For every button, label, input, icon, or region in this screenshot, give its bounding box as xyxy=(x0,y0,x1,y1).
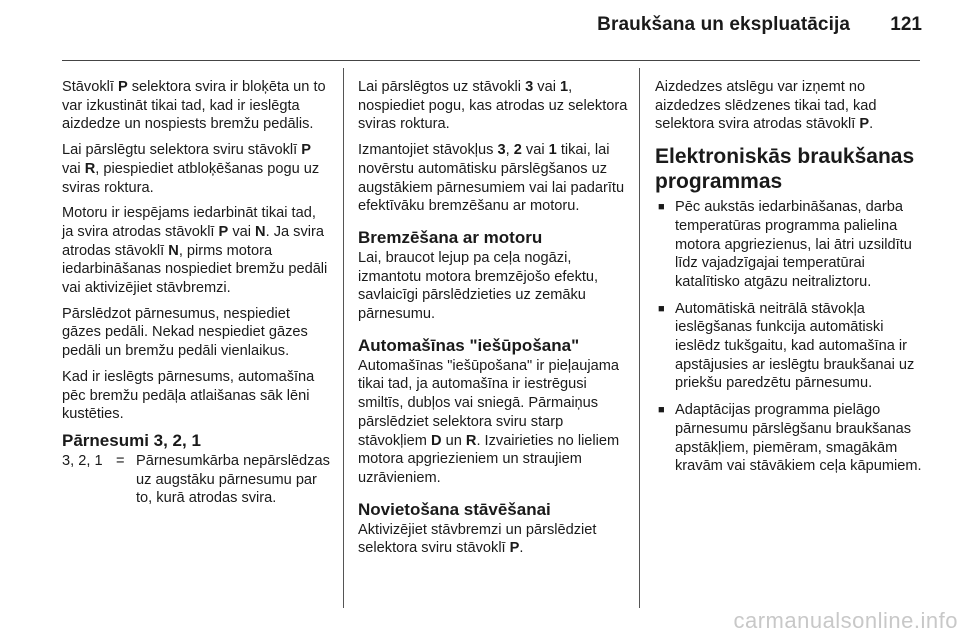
column-divider-1 xyxy=(343,68,344,608)
paragraph: Lai pārslēgtu selektora sviru stāvoklī P vai R, piespiediet atbloķēšanas pogu uz sviras roktura. xyxy=(62,142,320,196)
paragraph: Pārslēdzot pārnesumus, nespiediet gāzes pedāli. Nekad nespiediet gāzes pedāli un bremžu pedāli vienlaikus. xyxy=(62,305,308,360)
section-heading: Automašīnas "iešūpošana" xyxy=(358,335,580,355)
section-heading: Novietošana stāvēšanai xyxy=(358,499,551,519)
page-number: 121 xyxy=(890,14,922,35)
list-item: ■ Automātiskā neitrālā stāvokļa ieslēgšanas funkcija automātiski ieslēdz tukšgaitu, kad automašīna ir apstājusies ar ieslēgtu braukšanai uz priekšu paredzētu pārnesumu. xyxy=(658,300,915,392)
paragraph: Aktivizējiet stāvbremzi un pārslēdziet selektora sviru stāvoklī P. xyxy=(358,521,597,557)
header-divider xyxy=(62,60,920,61)
square-bullet-icon: ■ xyxy=(658,302,665,315)
column-1 xyxy=(62,78,330,508)
watermark: carmanualsonline.info xyxy=(733,608,958,633)
paragraph: Aizdedzes atslēgu var izņemt no aizdedzes slēdzenes tikai tad, kad selektora svira atrodas stāvoklī P. xyxy=(655,79,877,133)
column-3 xyxy=(655,78,923,484)
list-item: ■ Adaptācijas programma pielāgo pārnesumu pārslēgšanu braukšanas apstākļiem, piemēram, smagākām kravām vai stāvākiem ceļa kāpumiem. xyxy=(658,402,922,475)
paragraph: Automašīnas "iešūpošana" ir pieļaujama tikai tad, ja automašīna ir iestrēgusi smiltīs, dubļos vai sniegā. Pārmaiņus pārslēdziet selektora sviru starp stāvokļiem D un R. Izvairieties no lieliem motora apgriezieniem un straujiem uzrāvieniem. xyxy=(358,357,620,486)
page-title: Braukšana un ekspluatācija xyxy=(597,14,850,35)
section-heading: Pārnesumi 3, 2, 1 xyxy=(62,430,201,450)
list-item: ■ Pēc aukstās iedarbināšanas, darba temperatūras programma palielina motora apgriezienus, lai ātri uzsildītu līdz vajadzīgajai temperatūrai katalītisko atgāzu neitraliztoru. xyxy=(658,199,912,290)
paragraph: Lai pārslēgtos uz stāvokli 3 vai 1, nospiediet pogu, kas atrodas uz selektora sviras roktura. xyxy=(358,79,628,133)
square-bullet-icon: ■ xyxy=(658,404,665,417)
bullet-list xyxy=(655,198,923,476)
section-heading: Bremzēšana ar motoru xyxy=(358,227,543,247)
paragraph: Motoru ir iespējams iedarbināt tikai tad, ja svira atrodas stāvoklī P vai N. Ja svira atrodas stāvoklī N, pirms motora iedarbināšanas nospiediet bremžu pedāli vai aktivizējiet stāvbremzi. xyxy=(62,205,328,297)
square-bullet-icon: ■ xyxy=(658,201,665,214)
section-heading: Elektroniskās braukšanas programmas xyxy=(655,145,915,194)
definition-description: Pārnesumkārba nepārslēdzas uz augstāku pārnesumu par to, kurā atrodas svira. xyxy=(136,452,330,507)
definition-row xyxy=(62,452,330,508)
column-2 xyxy=(358,78,628,565)
definition-term: 3, 2, 1 xyxy=(62,452,103,469)
definition-separator: = xyxy=(116,452,125,469)
column-divider-2 xyxy=(639,68,640,608)
paragraph: Stāvoklī P selektora svira ir bloķēta un to var izkustināt tikai tad, kad ir ieslēgta aizdedze un nospiests bremžu pedālis. xyxy=(62,79,326,133)
paragraph: Lai, braucot lejup pa ceļa nogāzi, izmantotu motora bremzējošo efektu, savlaicīgi pārslēdzieties uz zemāku pārnesumu. xyxy=(358,249,599,323)
paragraph: Kad ir ieslēgts pārnesums, automašīna pēc bremžu pedāļa atlaišanas sāk lēni kustēties. xyxy=(62,368,315,423)
paragraph: Izmantojiet stāvokļus 3, 2 vai 1 tikai, lai novērstu automātisku pārslēgšanos uz augstākiem pārnesumiem vai lai padarītu efektīvāku bremzēšanu ar motoru. xyxy=(358,142,625,215)
